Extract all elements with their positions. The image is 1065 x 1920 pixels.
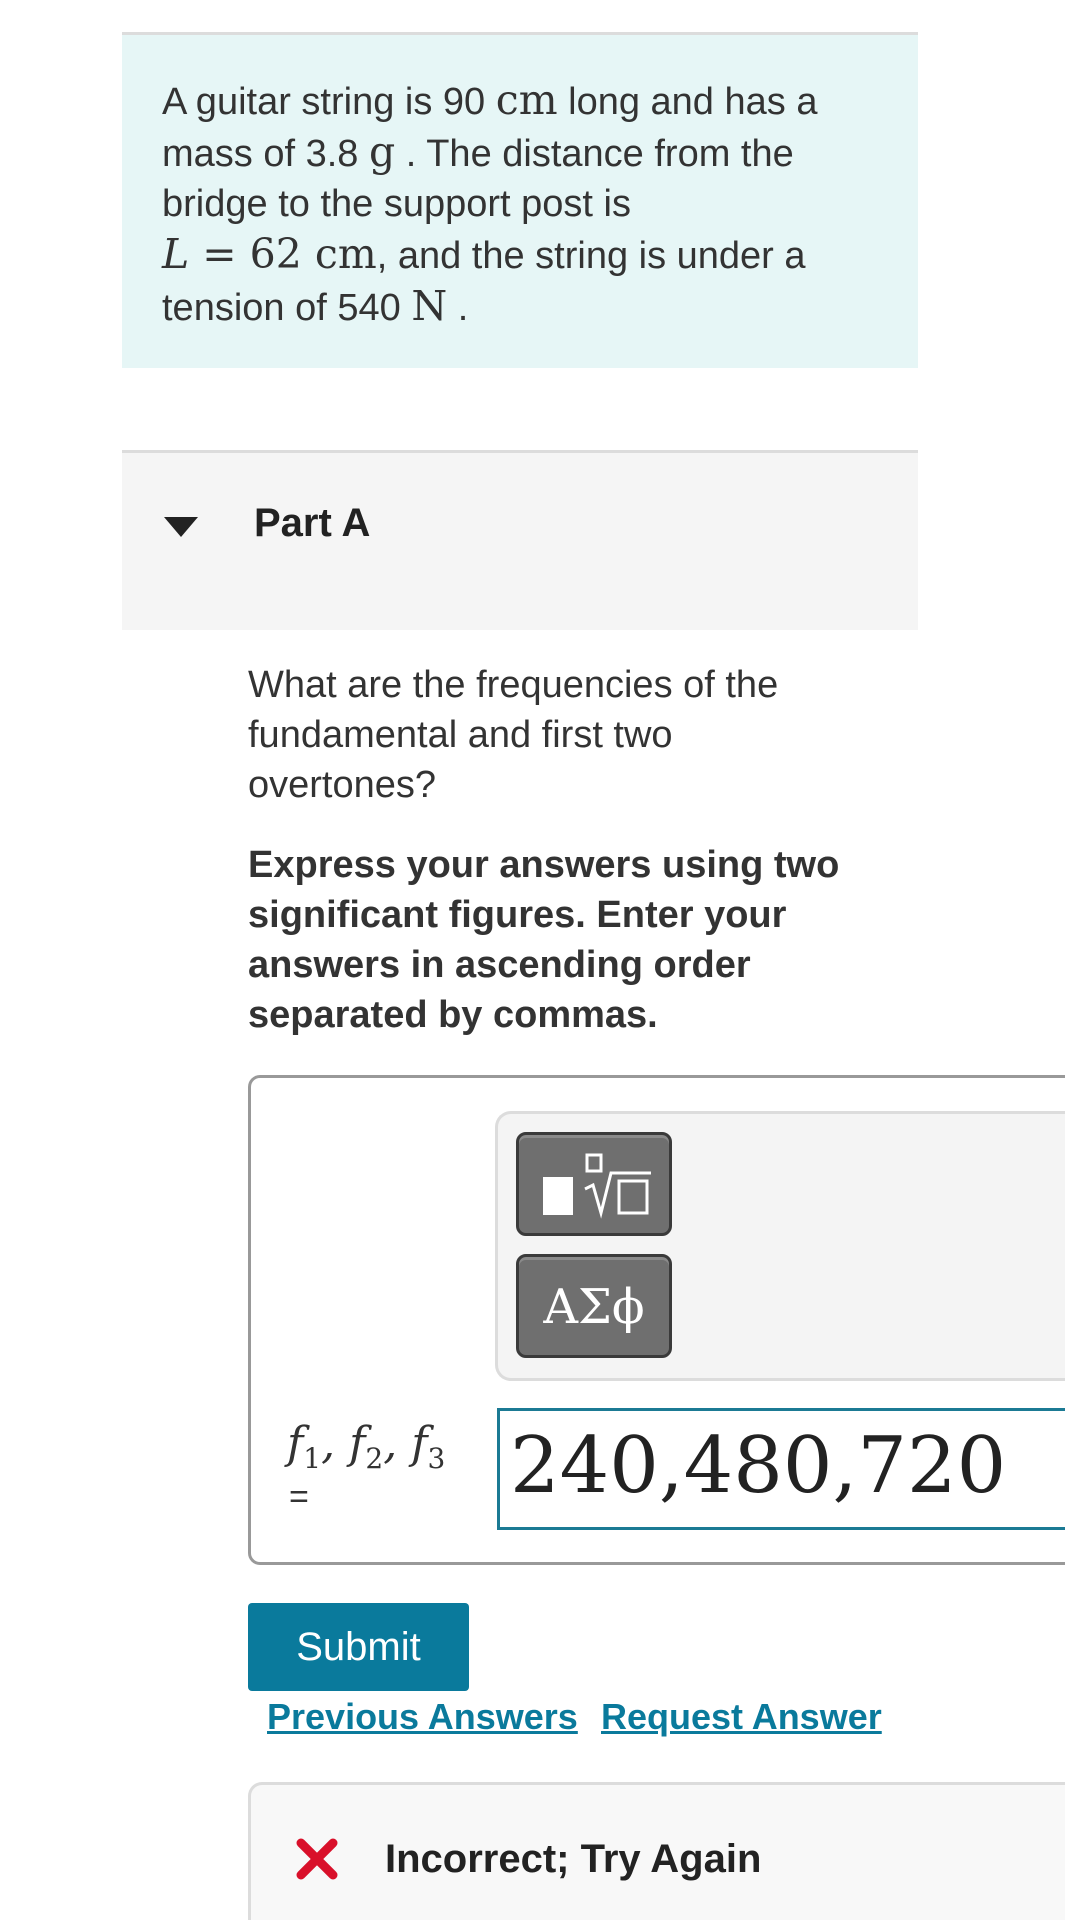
intro-text-2: long and has a mass of 3.8 bbox=[162, 81, 818, 175]
unit-g: g bbox=[368, 128, 396, 176]
feedback-message: Incorrect; Try Again bbox=[385, 1837, 762, 1881]
var-f1: f bbox=[287, 1418, 304, 1469]
sep-2: , bbox=[383, 1418, 412, 1469]
equals-sign: = bbox=[289, 1478, 309, 1516]
intro-text-1: A guitar string is 90 bbox=[162, 81, 496, 123]
request-answer-link[interactable]: Request Answer bbox=[601, 1696, 882, 1737]
intro-text-4: , and the string is under a tension of 540 bbox=[162, 235, 806, 329]
question-text: What are the frequencies of the fundamental and first two overtones? bbox=[248, 664, 779, 806]
previous-answers-link[interactable]: Previous Answers bbox=[267, 1696, 578, 1737]
var-L: L bbox=[162, 230, 190, 278]
unit-cm: cm bbox=[495, 76, 558, 124]
incorrect-x-icon bbox=[295, 1837, 339, 1881]
unit-N: N bbox=[411, 282, 448, 330]
sub-1: 1 bbox=[303, 1441, 322, 1475]
greek-symbols-label: ΑΣϕ bbox=[543, 1279, 645, 1335]
sep-1: , bbox=[321, 1418, 350, 1469]
submit-button[interactable]: Submit bbox=[248, 1603, 469, 1691]
greek-symbols-button[interactable] bbox=[516, 1254, 672, 1358]
part-a-header[interactable] bbox=[122, 450, 918, 630]
caret-down-icon[interactable] bbox=[164, 517, 198, 537]
part-title: Part A bbox=[254, 501, 371, 545]
templates-button[interactable] bbox=[516, 1132, 672, 1236]
templates-icon bbox=[539, 1149, 655, 1219]
intro-text-5: . bbox=[447, 287, 469, 329]
var-f3: f bbox=[411, 1418, 428, 1469]
var-f2: f bbox=[349, 1418, 366, 1469]
problem-statement bbox=[122, 32, 918, 368]
answer-input[interactable]: 240,480,720 bbox=[497, 1408, 1065, 1530]
math-toolbar bbox=[495, 1111, 1065, 1381]
answer-box bbox=[248, 1075, 1065, 1565]
answer-variable-label bbox=[287, 1418, 445, 1475]
sub-2: 2 bbox=[365, 1441, 384, 1475]
length-expression: = 62 cm bbox=[189, 230, 377, 278]
intro-text-3: . The distance from the bridge to the support post is bbox=[162, 133, 794, 225]
sub-3: 3 bbox=[427, 1441, 446, 1475]
feedback-box bbox=[248, 1782, 1065, 1920]
instructions-text: Express your answers using two significant figures. Enter your answers in ascending order separated by commas. bbox=[248, 844, 840, 1036]
